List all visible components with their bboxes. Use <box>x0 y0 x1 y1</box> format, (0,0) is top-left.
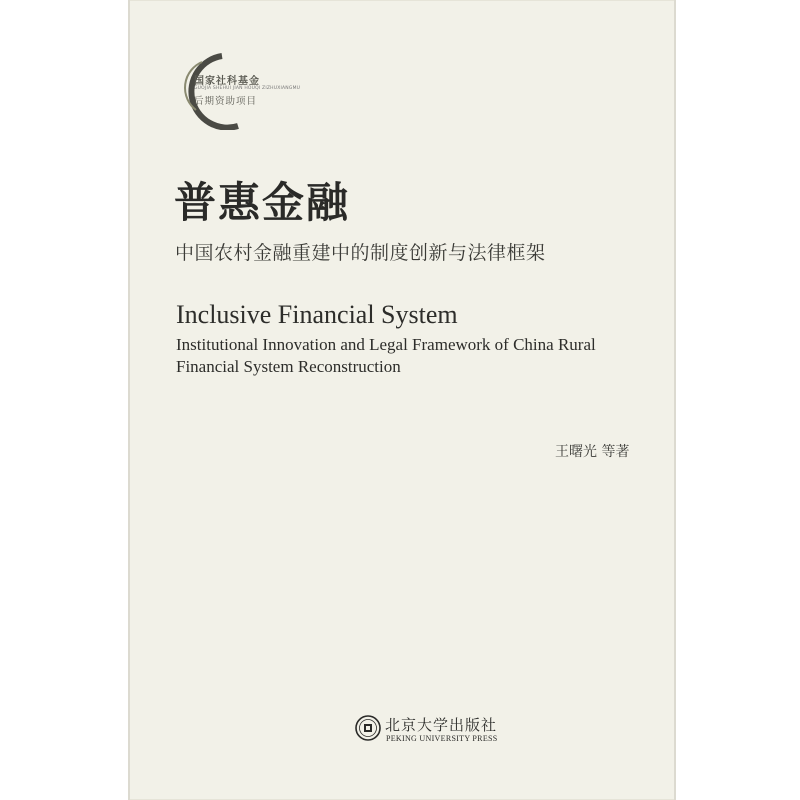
book-subtitle-cn: 中国农村金融重建中的制度创新与法律框架 <box>175 242 546 264</box>
subtitle-en-line-2: Financial System Reconstruction <box>176 357 401 376</box>
publisher-name-en: PEKING UNIVERSITY PRESS <box>386 734 498 743</box>
book-subtitle-en <box>176 334 646 378</box>
book-title-cn: 普惠金融 <box>174 178 351 227</box>
seal-pinyin: GUOJIA SHEHUI JIAN HOUQI ZIZHUXIANGMU <box>194 86 301 91</box>
publisher-logo <box>355 713 505 747</box>
cover-right-edge <box>674 0 676 800</box>
university-emblem-icon <box>355 713 381 745</box>
author: 王曙光 等著 <box>555 444 630 460</box>
publisher-name-cn: 北京大学出版社 <box>385 716 498 734</box>
seal-subtitle: 后期资助项目 <box>194 96 258 107</box>
seal-title: 国家社科基金 <box>194 76 260 87</box>
book-title-en: Inclusive Financial System <box>176 300 458 329</box>
cover-left-edge <box>128 0 130 800</box>
fund-seal <box>172 50 301 130</box>
subtitle-en-line-1: Institutional Innovation and Legal Framework of China Rural <box>176 335 596 354</box>
